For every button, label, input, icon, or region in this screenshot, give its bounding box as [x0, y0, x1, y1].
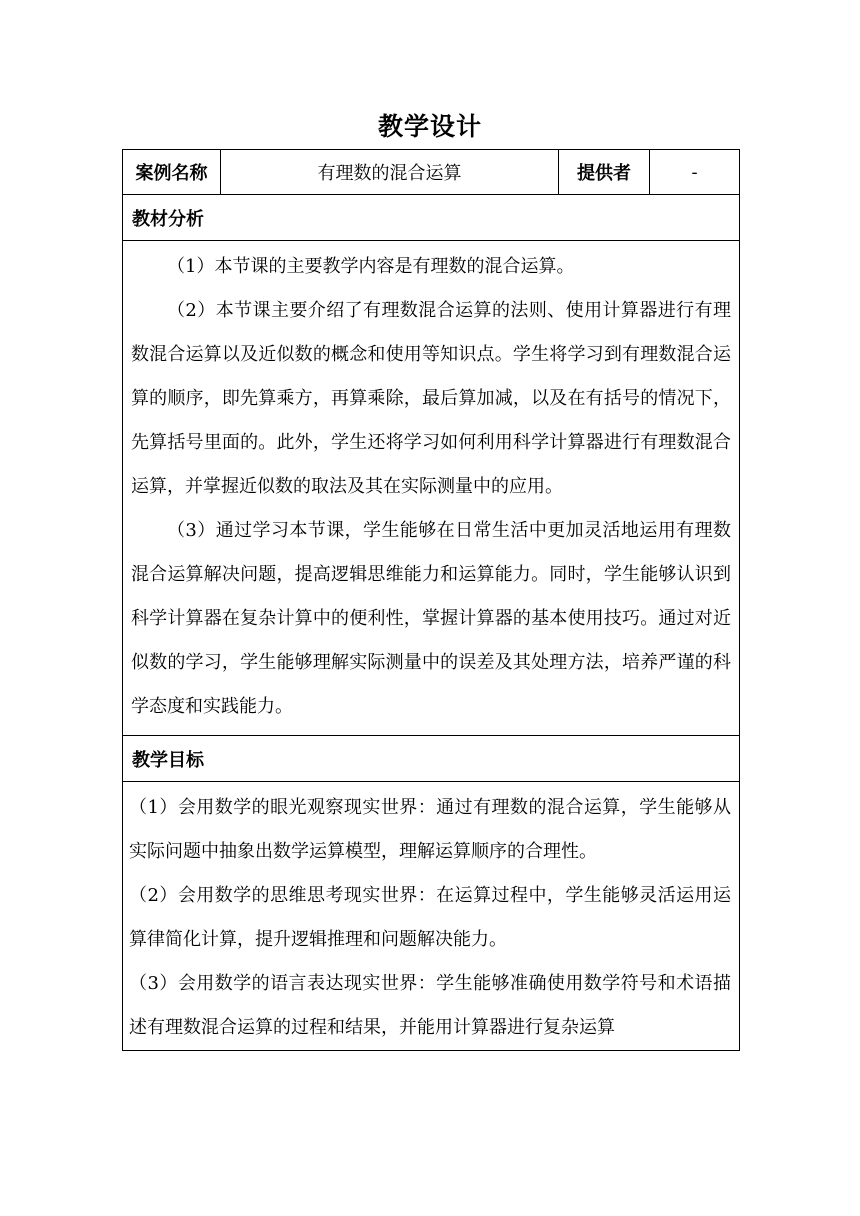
textbook-analysis-heading-row — [123, 195, 740, 241]
lesson-design-table — [122, 149, 740, 1051]
case-name-value: 有理数的混合运算 — [221, 150, 559, 195]
analysis-paragraph: （3）通过学习本节课，学生能够在日常生活中更加灵活地运用有理数混合运算解决问题，提高逻辑思维能力和运算能力。同时，学生能够认识到科学计算器在复杂计算中的便利性，掌握计算器的基本使用技巧。通过对近似数的学习，学生能够理解实际测量中的误差及其处理方法，培养严谨的科学态度和实践能力。 — [131, 520, 731, 717]
textbook-analysis-body-row — [123, 241, 740, 736]
header-row — [123, 150, 740, 195]
teaching-goals-heading: 教学目标 — [123, 736, 740, 782]
goal-item: （3）会用数学的语言表达现实世界：学生能够准确使用数学符号和术语描述有理数混合运算的过程和结果，并能用计算器进行复杂运算 — [129, 973, 731, 1038]
teaching-goals-heading-row — [123, 736, 740, 782]
textbook-analysis-body — [123, 241, 740, 736]
provider-value: - — [650, 150, 740, 195]
textbook-analysis-heading: 教材分析 — [123, 195, 740, 241]
goal-item: （2）会用数学的思维思考现实世界：在运算过程中，学生能够灵活运用运算律简化计算，提升逻辑推理和问题解决能力。 — [129, 885, 731, 950]
goal-item: （1）会用数学的眼光观察现实世界：通过有理数的混合运算，学生能够从实际问题中抽象出数学运算模型，理解运算顺序的合理性。 — [129, 797, 731, 862]
teaching-goals-body-row — [123, 782, 740, 1051]
document-title: 教学设计 — [377, 112, 482, 141]
analysis-paragraph: （1）本节课的主要教学内容是有理数的混合运算。 — [167, 256, 575, 277]
teaching-goals-body — [123, 782, 740, 1051]
case-name-label: 案例名称 — [123, 150, 221, 195]
analysis-paragraph: （2）本节课主要介绍了有理数混合运算的法则、使用计算器进行有理数混合运算以及近似数的概念和使用等知识点。学生将学习到有理数混合运算的顺序，即先算乘方，再算乘除，最后算加减，以及在有括号的情况下，先算括号里面的。此外，学生还将学习如何利用科学计算器进行有理数混合运算，并掌握近似数的取法及其在实际测量中的应用。 — [131, 300, 731, 497]
provider-label: 提供者 — [559, 150, 650, 195]
